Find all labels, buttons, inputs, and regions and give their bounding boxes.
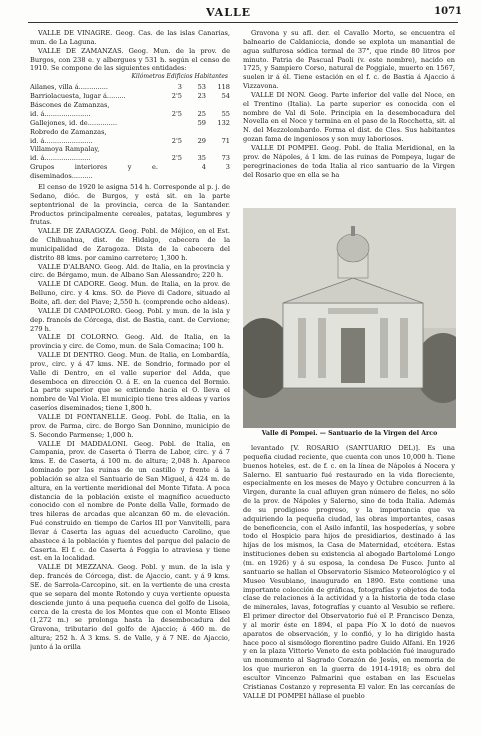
table-cell: 118 xyxy=(217,83,230,92)
entry-paragraph: VALLE DI POMPEI. Geog. Pobl. de Italia Meridional, en la prov. de Nápoles, á 1 km. de las ruinas de Pompeya, lugar de peregrinaciones de toda Italia al rico santuario de la Virgen del Rosario que en ella se ha xyxy=(243,143,455,179)
table-cell: 2'5 xyxy=(171,109,182,118)
entry-paragraph: VALLE DI CADORE. Geog. Mun. de Italia, en la prov. de Belluno, circ. y 4 kms. SO. de Pieve di Cadore, situado al Boite, afl. der. del Piave; 2,550 h. (comprende ocho aldeas). xyxy=(30,280,230,306)
entry-paragraph: VALLE D'ALBANO. Geog. Ald. de Italia, en la provincia y circ. de Bérgamo, mun. de Albano San Alessandro; 220 h. xyxy=(30,262,230,280)
table-cell: 25 xyxy=(197,109,206,118)
table-cell: Villamoya Rampalay, xyxy=(30,145,100,154)
table-cell: 2'5 xyxy=(171,154,182,163)
table-cell: 2'5 xyxy=(171,136,182,145)
table-cell: 4 xyxy=(201,163,206,172)
entry-paragraph: VALLE DE ZARAGOZA. Geog. Pobl. de Méjico, en el Est. de Chihuahua, dist. de Hidalgo, cabecera de la municipalidad de Zaragoza. Dista de la cabecera del distrito 88 kms. por camino carretero; 1,300 h. xyxy=(30,227,230,262)
table-cell: 3 xyxy=(225,163,230,172)
header-rule xyxy=(28,22,458,23)
entry-paragraph: VALLE DI FONTANELLE. Geog. Pobl. de Italia, en la prov. de Parma, circ. de Borgo San Donnino, municipio de S. Secondo Parmense; 1,000 h. xyxy=(30,412,230,439)
table-cell: 2'5 xyxy=(171,91,182,100)
table-cell xyxy=(206,145,230,154)
entry-paragraph: VALLE DE VINAGRE. Geog. Cas. de las islas Canarias, mun. de La Laguna. xyxy=(30,29,230,46)
table-cell: 35 xyxy=(197,154,206,163)
table-cell: id. á...................... xyxy=(30,154,91,163)
table-cell: 3 xyxy=(177,83,182,92)
table-cell xyxy=(182,145,206,154)
table-cell: Gallejones, id. de.............. xyxy=(30,118,118,127)
sanctuary-illustration xyxy=(243,208,456,428)
left-column xyxy=(30,29,230,724)
table-cell: Báscones de Zamanzas, xyxy=(30,100,110,109)
entry-paragraph: El censo de 1920 le asigna 514 h. Corresponde al p. j. de Sedano, dióc. de Burgos, y está sit. en la parte septentrional de la provincia, cerca de la Santander. Productos principalmente cereales, patatas, legumbres y frutas. xyxy=(30,183,230,227)
table-cell: 59 xyxy=(197,118,206,127)
table-row xyxy=(30,83,230,92)
table-cell: Ailanes, villa á.............. xyxy=(30,83,108,92)
table-cell: 71 xyxy=(221,136,230,145)
table-heading: Kilómetros Edificios Habitantes xyxy=(131,73,228,81)
table-cell: 132 xyxy=(217,118,230,127)
table-cell xyxy=(182,101,206,110)
photo-caption: Valle di Pompei. — Santuario de la Virgen del Arco xyxy=(261,430,438,437)
table-row xyxy=(30,119,230,128)
right-column-top xyxy=(243,29,455,179)
table-cell: 55 xyxy=(221,109,230,118)
table-row xyxy=(30,92,230,101)
sanctuary-photo xyxy=(243,208,456,428)
table-cell: 23 xyxy=(197,91,206,100)
entry-paragraph: VALLE DI MADDALONI. Geog. Pobl. de Italia, en Campania, prov. de Caserta ó Tierra de Labor, circ. y á 7 kms. E. de Caserta, á 100 m. de altura; 2,048 h. Aparece dominado por las ruinas de un castillo y frente á la población se alza el Santuario de San Miguel, á 424 m. de altura, en la vertiente meridional del Monte Tifata. A poca distancia de la población existe el magnífico acueducto conocido con el nombre de Ponte della Valle, formado de tres hileras de arcadas que alcanzan 60 m. de elevación. Fué construido en tiempo de Carlos III por Vanvitelli, para llevar á Caserta las aguas del acueducto Carolino, que abastece á la población y fuentes del parque del palacio de Caserta. El f. c. de Caserta á Foggia lo atraviesa y tiene est. en la localidad. xyxy=(30,439,230,563)
page-header xyxy=(0,4,482,24)
population-table xyxy=(30,83,230,181)
table-cell: 73 xyxy=(221,154,230,163)
table-row xyxy=(30,145,230,154)
table-row xyxy=(30,128,230,137)
table-row xyxy=(30,154,230,163)
table-cell: 54 xyxy=(221,91,230,100)
page-number: 1071 xyxy=(434,6,462,17)
table-row xyxy=(30,101,230,110)
table-row xyxy=(30,137,230,146)
running-title: VALLE xyxy=(206,6,252,19)
entry-paragraph: VALLE DI DENTRO. Geog. Mun. de Italia, en Lombardía, prov., circ. y á 47 kms. NE. de Sondrio, formado por el Valle di Dentro, en el valle superior del Adda, que desemboca en dirección O. á E. en la cuenca del Bormio. La parte superior que se extiende hacia el O. lleva el nombre de Val Viola. El municipio tiene tres aldeas y varios caseríos diseminados; tiene 1,800 h. xyxy=(30,351,230,413)
entry-paragraph: VALLE DI NON. Geog. Parte inferior del valle del Noce, en el Trentino (Italia). La parte superior es conocida con el nombre de Val di Sole. Principia en la desembocadura del Novella en el Noce y termina en el paso de la Rocchetta, sit. al N. del Mezzolombardo. Forma el dist. de Cles. Sus habitantes gozan fama de ingeniosos y son muy laboriosos. xyxy=(243,90,455,144)
table-cell: 53 xyxy=(197,83,206,92)
entry-paragraph: VALLE DI MEZZANA. Geog. Pobl. y mun. de la isla y dep. francés de Córcega, dist. de Ajaccio, cant. y á 9 kms. SE. de Sarrola-Carcopino, sit. en la vertiente de una cresta que se separa del monte Rotondo y cuya vertiente opuesta desciende junto á una pequeña cuenca del golfo de Lisoia, cerca de la cresta de los Montes que con el Monte Eliseo (1,272 m.) se prolonga hasta la desembocadura del Gravona, tributario del golfo de Ajaccio; á 460 m. de altura; 252 h. Á 3 kms. S. de Valle, y á 7 NE. de Ajaccio, junto á la orilla xyxy=(30,563,230,651)
entry-paragraph: levantado [V. ROSARIO (SANTUARIO DEL)]. Es una pequeña ciudad reciente, que cuenta con unos 10,000 h. Tiene buenos hoteles, est. de f. c. en la línea de Nápoles á Nocera y Salerno. El santuario fué restaurado en la vida floreciente, especialmente en los meses de Mayo y Octubre concurren á la Virgen, durante la cual afluyen gran número de fieles, no sólo de la prov. de Nápoles y Salerno, sino de toda Italia. Además de su prodigioso progreso, y la importancia que va adquiriendo la pequeña ciudad, las obras importantes, casas de beneficencia, con el Asilo infantil, las hospederías, y sobre todo el Hospicio para hijos de presidiarios, destinado á las hijas de los mismos, la Casa de Maternidad, etcétera. Estas instituciones deben su existencia al abogado Bartolomé Longo (m. en 1926) y á su esposa, la condesa De Fusco. Junto al santuario se hallan el Observatorio Sísmico Meteorológico y el Museo Vesubiano, inaugurado en 1890. Este contiene una importante colección de gráficas, fotografías y objetos de toda clase de relaciones á la actividad y a la historia de toda clase de minerales, lavas, fotografías y cuanto al Vesubio se refiere. El primer director del Observatorio fué el P. Francisco Denza, y al morir éste en 1894, el papa Pío X lo dotó de nuevos aparatos de observación, y lo confió, y lo ha dirigido hasta hace poco al sismólogo florentino padre Guido Alfani. En 1926 y en la plaza Vittorio Veneto de esta población fué inaugurado un monumento al Sagrado Corazón de Jesús, en memoria de los que murieron en la guerra de 1914-1918; es obra del escultor Vincenzo Palmarini que estaban en las Escuelas Cristianas Costanzo y representa El valor. En las cercanías de VALLE DI POMPEI hállase el pueblo xyxy=(243,444,455,700)
table-cell xyxy=(158,119,182,128)
entry-paragraph: VALLE DI CAMPOLORO. Geog. Pobl. y mun. de la isla y dep. francés de Córcega, dist. de Bastia, cant. de Cervione; 279 h. xyxy=(30,306,230,333)
entry-paragraph: VALLE DE ZAMANZAS. Geog. Mun. de la prov. de Burgos, con 238 e. y albergues y 531 h. según el censo de 1910. Se compone de las siguientes entidades: xyxy=(30,46,230,73)
table-cell: Barriolacuesta, lugar á......... xyxy=(30,91,126,100)
entry-paragraph: VALLE DI COLORNO. Geog. Ald. de Italia, en la provincia y circ. de Como, mun. de Sala Comacina; 100 h. xyxy=(30,333,230,351)
table-cell: Robredo de Zamanzas, xyxy=(30,127,107,136)
table-row xyxy=(30,110,230,119)
entry-paragraph: Gravona y su afl. der. el Cavallo Morto, se encuentra el balneario de Caldaniccia, donde se explota un manantial de agua sulfurosa sódica termal de 37°, que rinde 80 litros por minuto. Patria de Pascual Paoli (v. este nombre), nacido en 1725, y Sampiero Corso, natural de Poggiale, muerto en 1567, suelen ir á él. Tiene estación en el f. c. de Bastia á Ajaccio á Vizzavona. xyxy=(243,29,455,91)
table-cell xyxy=(206,101,230,110)
table-cell: 29 xyxy=(197,136,206,145)
table-cell xyxy=(158,163,182,181)
table-row xyxy=(30,163,230,181)
table-cell xyxy=(158,128,182,137)
table-cell: Grupos interiores y e. diseminados.......... xyxy=(30,163,158,181)
table-cell xyxy=(158,145,182,154)
table-cell: id. á....................... xyxy=(30,136,93,145)
table-cell: id. á...................... xyxy=(30,109,91,118)
table-cell xyxy=(206,128,230,137)
right-column-bottom xyxy=(243,444,455,726)
table-cell xyxy=(158,101,182,110)
table-cell xyxy=(182,128,206,137)
